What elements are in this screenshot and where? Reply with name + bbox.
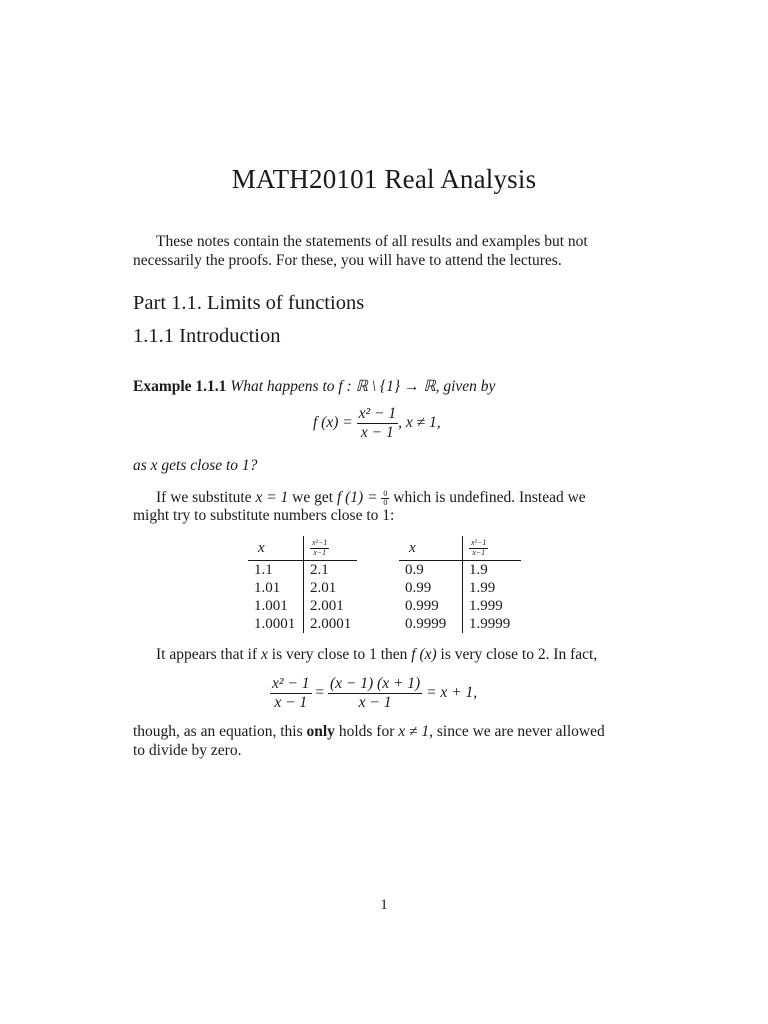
section-heading: 1.1.1 Introduction bbox=[133, 325, 281, 347]
though-text-a: though, as an equation, this bbox=[133, 723, 303, 740]
eq2-equals: = bbox=[315, 683, 325, 701]
example-label: Example 1.1.1 bbox=[133, 378, 227, 395]
though-bold: only bbox=[306, 723, 335, 740]
header-fraction-den: x−1 bbox=[313, 547, 327, 557]
cell-f: 1.99 bbox=[469, 580, 496, 596]
header-fraction-expr bbox=[469, 539, 488, 557]
example-text-a: What happens to bbox=[230, 378, 335, 395]
though-text-b: holds for bbox=[338, 723, 395, 740]
sub-fraction-num: 0 bbox=[383, 488, 388, 498]
display-equation-1 bbox=[313, 405, 441, 442]
eq1-tail: , x ≠ 1, bbox=[398, 413, 441, 431]
cell-f: 2.1 bbox=[310, 562, 329, 578]
substitute-line-1 bbox=[156, 488, 586, 507]
appears-text-c: is very close to 2. In fact, bbox=[440, 646, 598, 663]
header-fraction-den: x−1 bbox=[472, 547, 486, 557]
eq2-fraction-1 bbox=[270, 675, 312, 712]
cell-x: 0.9999 bbox=[405, 616, 447, 632]
cell-x: 0.999 bbox=[405, 598, 439, 614]
table-row bbox=[399, 615, 521, 633]
eq2-tail: = x + 1, bbox=[426, 683, 478, 701]
page-number: 1 bbox=[380, 897, 388, 913]
eq2-num1: x² − 1 bbox=[272, 675, 310, 692]
table-row bbox=[399, 561, 521, 580]
eq1-denominator: x − 1 bbox=[360, 423, 394, 441]
table-row bbox=[248, 615, 357, 633]
header-x: x bbox=[248, 536, 302, 561]
as-x-line: as x gets close to 1? bbox=[133, 457, 258, 474]
sub-text-b: we get bbox=[292, 489, 334, 506]
header-fraction-num: x²−1 bbox=[312, 538, 328, 548]
sub-fraction bbox=[381, 490, 389, 508]
cell-f: 2.001 bbox=[310, 598, 344, 614]
header-fraction bbox=[304, 536, 358, 561]
though-line-2: to divide by zero. bbox=[133, 742, 242, 759]
though-text-c: since we are never allowed bbox=[436, 723, 605, 740]
cell-f: 2.01 bbox=[310, 580, 337, 596]
cell-x: 0.9 bbox=[405, 562, 424, 578]
eq1-numerator: x² − 1 bbox=[358, 405, 397, 422]
table-row bbox=[399, 579, 521, 597]
eq1-fraction bbox=[357, 405, 399, 442]
sub-f: f (1) = bbox=[336, 489, 378, 506]
intro-line-2: necessarily the proofs. For these, you will have to attend the lectures. bbox=[133, 252, 562, 269]
cell-f: 1.9 bbox=[469, 562, 488, 578]
cell-x: 1.001 bbox=[254, 598, 288, 614]
table-row bbox=[248, 561, 357, 580]
appears-line bbox=[156, 645, 597, 664]
display-equation-2 bbox=[270, 675, 477, 712]
appears-text-b: is very close to 1 then bbox=[271, 646, 408, 663]
substitute-line-2: might try to substitute numbers close to 1: bbox=[133, 507, 395, 524]
though-condition: x ≠ 1, bbox=[398, 723, 433, 740]
appears-x: x bbox=[261, 646, 268, 663]
values-table-left bbox=[248, 536, 357, 633]
document-title: MATH20101 Real Analysis bbox=[231, 164, 537, 194]
table-row bbox=[399, 597, 521, 615]
eq2-den2: x − 1 bbox=[358, 693, 392, 711]
eq2-den1: x − 1 bbox=[274, 693, 308, 711]
cell-x: 0.99 bbox=[405, 580, 432, 596]
eq2-fraction-2 bbox=[328, 675, 422, 712]
though-line-1 bbox=[133, 722, 605, 741]
table-header-row bbox=[248, 536, 357, 561]
sub-fraction-den: 0 bbox=[383, 497, 388, 507]
header-x: x bbox=[399, 536, 461, 561]
appears-text-a: It appears that if bbox=[156, 646, 258, 663]
part-heading: Part 1.1. Limits of functions bbox=[133, 292, 365, 314]
table-row bbox=[248, 597, 357, 615]
intro-line-1: These notes contain the statements of all results and examples but not bbox=[156, 233, 588, 250]
header-fraction-expr bbox=[310, 539, 329, 557]
values-table-right bbox=[399, 536, 521, 633]
appears-f: f (x) bbox=[411, 646, 437, 663]
cell-x: 1.0001 bbox=[254, 616, 296, 632]
cell-x: 1.1 bbox=[254, 562, 273, 578]
cell-f: 2.0001 bbox=[310, 616, 352, 632]
example-function: f : ℝ \ {1} → ℝ, bbox=[338, 378, 440, 395]
eq2-num2: (x − 1) (x + 1) bbox=[330, 675, 421, 692]
cell-f: 1.9999 bbox=[469, 616, 511, 632]
sub-text-a: If we substitute bbox=[156, 489, 252, 506]
sub-text-c: which is undefined. Instead we bbox=[393, 489, 586, 506]
example-statement bbox=[133, 377, 495, 396]
eq1-lhs: f (x) = bbox=[313, 413, 353, 431]
cell-f: 1.999 bbox=[469, 598, 503, 614]
cell-x: 1.01 bbox=[254, 580, 281, 596]
example-text-b: given by bbox=[443, 378, 496, 395]
header-fraction bbox=[463, 536, 522, 561]
table-header-row bbox=[399, 536, 521, 561]
table-row bbox=[248, 579, 357, 597]
header-fraction-num: x²−1 bbox=[471, 538, 487, 548]
sub-x: x = 1 bbox=[255, 489, 289, 506]
